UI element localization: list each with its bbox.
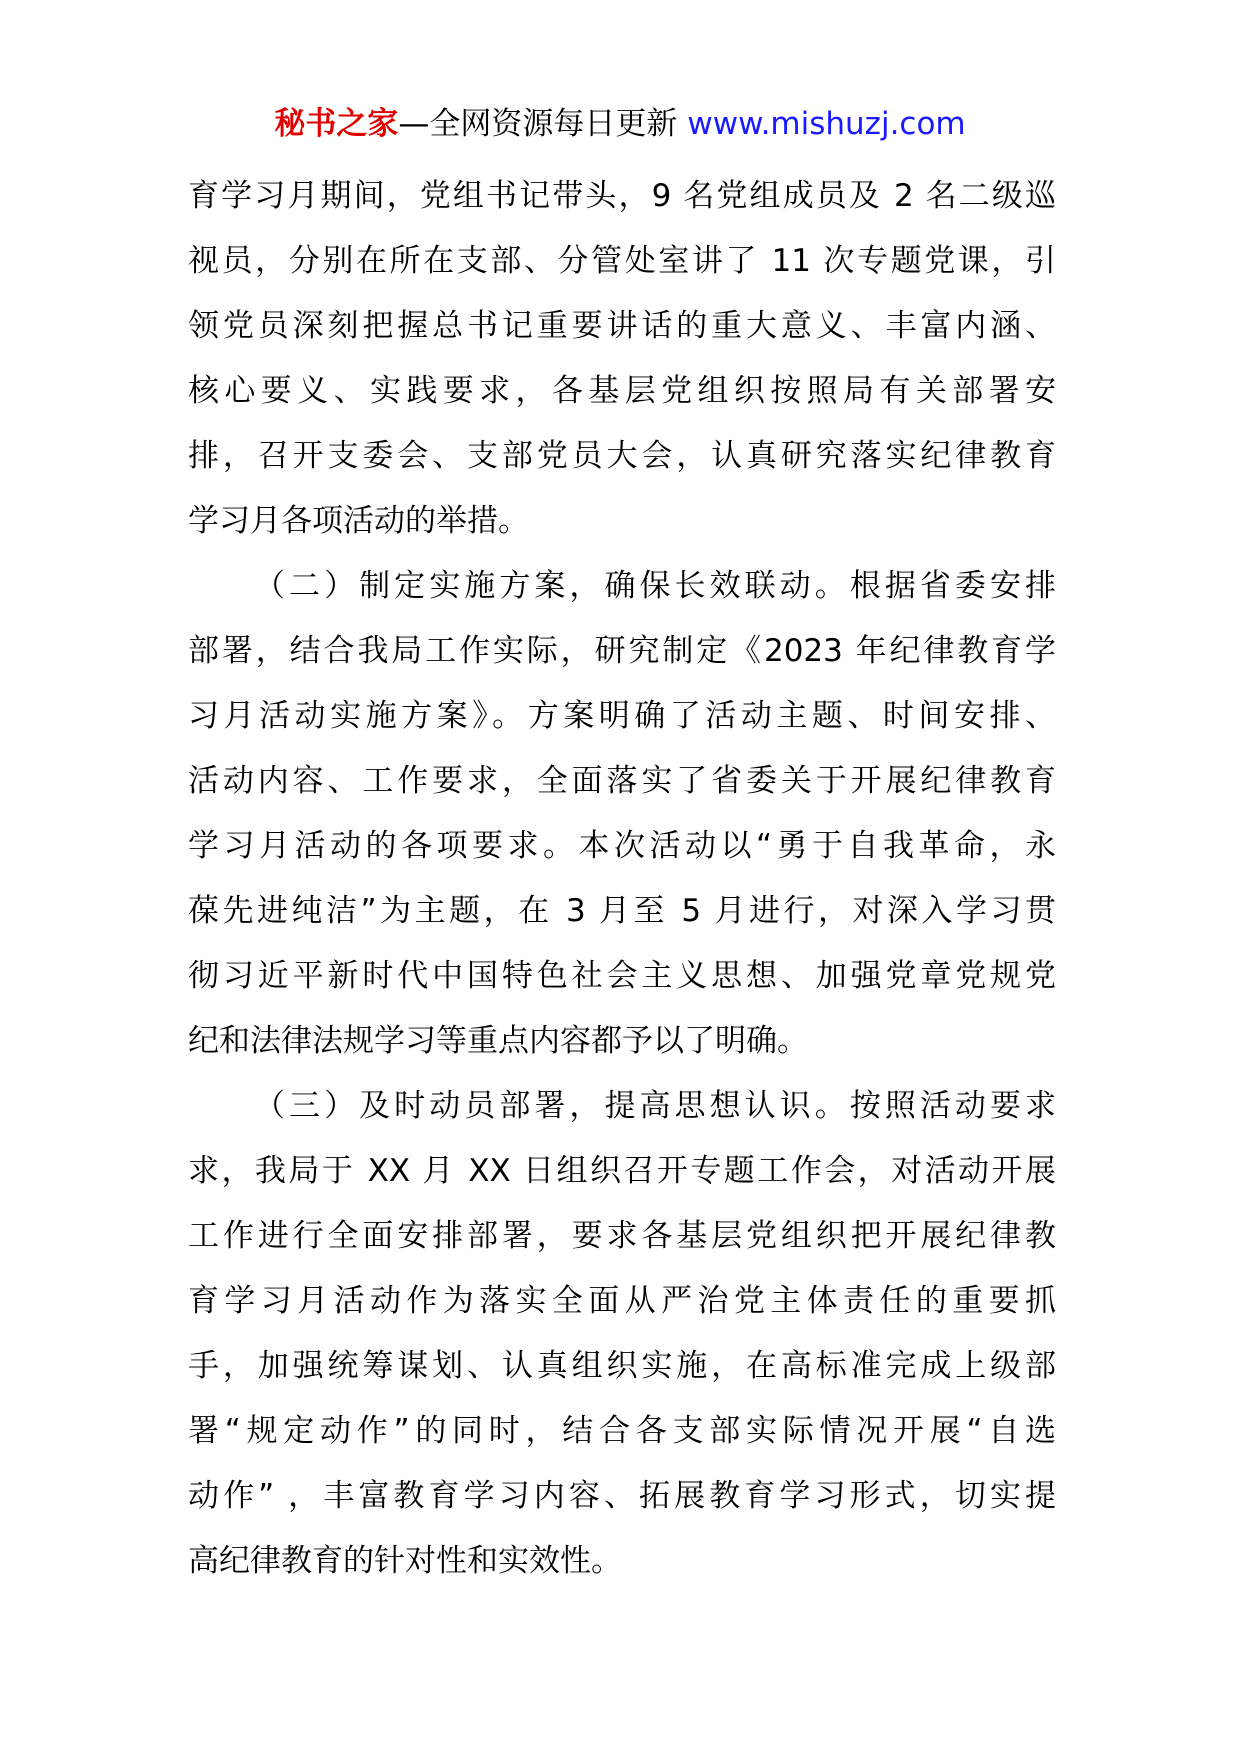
text-line: 高纪律教育的针对性和实效性。 [188,1543,622,1579]
text-line: 视员，分别在所在支部、分管处室讲了 11 次专题党课，引 [188,243,1056,279]
text-line: 动作” ，丰富教育学习内容、拓展教育学习形式，切实提 [188,1478,1056,1514]
text-line: 活动内容、工作要求，全面落实了省委关于开展纪律教育 [188,763,1056,799]
text-line: 排，召开支委会、支部党员大会，认真研究落实纪律教育 [188,438,1056,474]
text-line: 工作进行全面安排部署，要求各基层党组织把开展纪律教 [188,1218,1056,1254]
site-slogan: —全网资源每日更新 [398,106,678,142]
site-brand: 秘书之家 [274,106,399,142]
site-header [0,102,1240,146]
text-line: 彻习近平新时代中国特色社会主义思想、加强党章党规党 [188,958,1056,994]
text-line: 核心要义、实践要求，各基层党组织按照局有关部署安 [188,373,1056,409]
text-line: 育学习月期间，党组书记带头，9 名党组成员及 2 名二级巡 [188,178,1056,214]
text-line: 部署，结合我局工作实际，研究制定《2023 年纪律教育学 [188,633,1056,669]
text-line: 学习月活动的各项要求。本次活动以“勇于自我革命，永 [188,828,1056,864]
text-line: 署“规定动作”的同时，结合各支部实际情况开展“自选 [188,1413,1056,1449]
text-line: 纪和法律法规学习等重点内容都予以了明确。 [188,1023,808,1059]
text-line: 求，我局于 XX 月 XX 日组织召开专题工作会，对活动开展 [188,1153,1056,1189]
text-line: 葆先进纯洁”为主题，在 3 月至 5 月进行，对深入学习贯 [188,893,1056,929]
text-line: 手，加强统筹谋划、认真组织实施，在高标准完成上级部 [188,1348,1056,1384]
paragraph-start-line: （二）制定实施方案，确保长效联动。根据省委安排 [254,568,1056,604]
text-line: 育学习月活动作为落实全面从严治党主体责任的重要抓 [188,1283,1056,1319]
text-line: 领党员深刻把握总书记重要讲话的重大意义、丰富内涵、 [188,308,1056,344]
text-line: 学习月各项活动的举措。 [188,503,529,539]
paragraph-start-line: （三）及时动员部署，提高思想认识。按照活动要求 [254,1088,1056,1124]
text-line: 习月活动实施方案》。方案明确了活动主题、时间安排、 [188,698,1056,734]
site-url-link[interactable]: www.mishuzj.com [687,106,966,142]
document-body [188,164,1056,1594]
